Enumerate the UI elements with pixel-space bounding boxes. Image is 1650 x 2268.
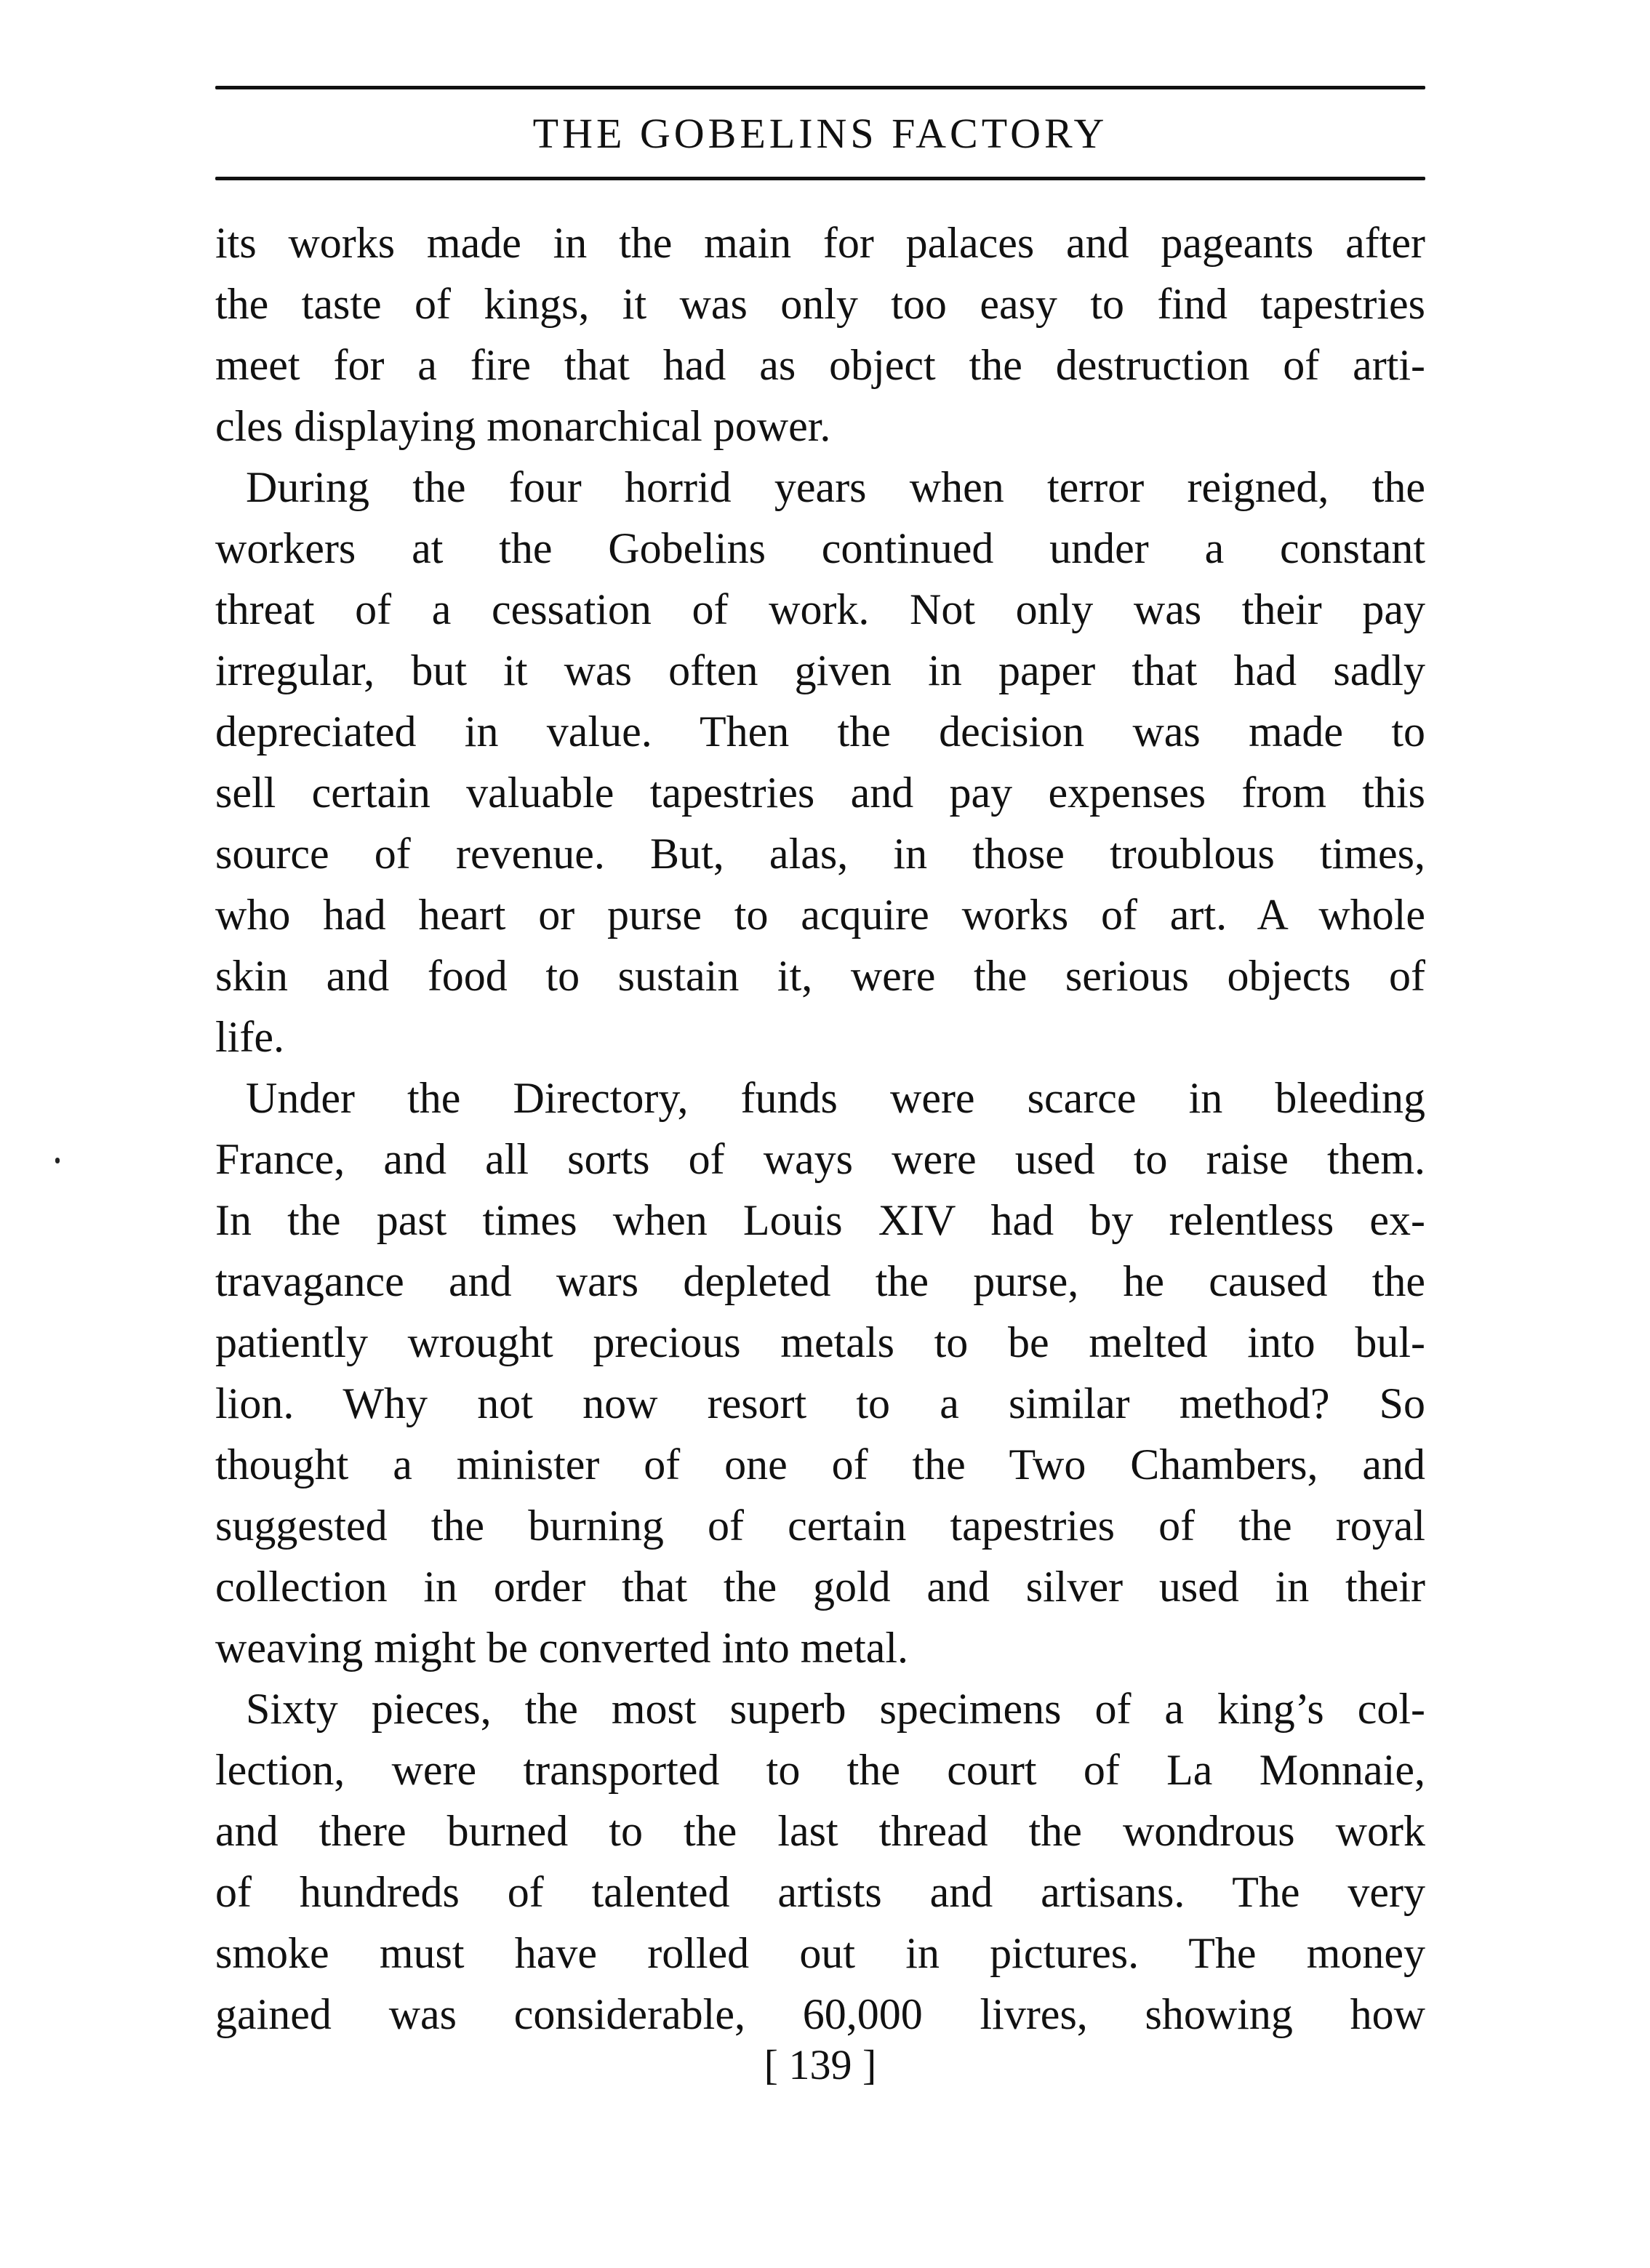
text-line: meet for a fire that had as object the destruction of arti-: [215, 341, 1425, 389]
text-line: France, and all sorts of ways were used to raise them.: [215, 1135, 1425, 1183]
text-line: smoke must have rolled out in pictures. The money: [215, 1929, 1425, 1977]
running-title: THE GOBELINS FACTORY: [532, 110, 1108, 157]
text-line: skin and food to sustain it, were the serious objects of: [215, 952, 1425, 1000]
text-line: and there burned to the last thread the wondrous work: [215, 1807, 1425, 1855]
paragraph: [215, 457, 1425, 1067]
text-line: weaving might be converted into metal.: [215, 1624, 909, 1672]
text-line: In the past times when Louis XIV had by relentless ex-: [215, 1196, 1425, 1244]
text-line: lion. Why not now resort to a similar method? So: [215, 1379, 1425, 1427]
text-line: the taste of kings, it was only too easy to find tapestries: [215, 280, 1425, 328]
text-line: cles displaying monarchical power.: [215, 402, 831, 450]
page-number: [ 139 ]: [764, 2041, 877, 2088]
body-text: [215, 212, 1425, 2045]
text-line: workers at the Gobelins continued under a constant: [215, 524, 1425, 572]
text-line: Sixty pieces, the most superb specimens of a king’s col-: [246, 1685, 1425, 1733]
text-line: threat of a cessation of work. Not only was their pay: [215, 585, 1425, 633]
text-line: gained was considerable, 60,000 livres, showing how: [215, 1990, 1425, 2038]
header-rule-top: [215, 86, 1425, 89]
paragraph: [215, 1678, 1425, 2045]
text-line: source of revenue. But, alas, in those troublous times,: [215, 830, 1425, 878]
text-line: suggested the burning of certain tapestries of the royal: [215, 1502, 1425, 1550]
text-line: irregular, but it was often given in paper that had sadly: [215, 646, 1425, 694]
paragraph: [215, 1067, 1425, 1678]
text-line: depreciated in value. Then the decision was made to: [215, 708, 1425, 756]
text-line: its works made in the main for palaces and pageants after: [215, 219, 1425, 267]
text-line: During the four horrid years when terror reigned, the: [246, 463, 1425, 511]
book-page: [215, 0, 1425, 2268]
text-line: lection, were transported to the court of La Monnaie,: [215, 1746, 1425, 1794]
text-line: patiently wrought precious metals to be melted into bul-: [215, 1318, 1425, 1366]
text-line: Under the Directory, funds were scarce in bleeding: [246, 1074, 1425, 1122]
paragraph: [215, 212, 1425, 457]
text-line: travagance and wars depleted the purse, he caused the: [215, 1257, 1425, 1305]
text-line: of hundreds of talented artists and artisans. The very: [215, 1868, 1425, 1916]
text-line: collection in order that the gold and silver used in their: [215, 1563, 1425, 1611]
text-line: who had heart or purse to acquire works of art. A whole: [215, 891, 1425, 939]
text-line: thought a minister of one of the Two Chambers, and: [215, 1440, 1425, 1488]
header-rule-bottom: [215, 177, 1425, 180]
text-line: sell certain valuable tapestries and pay expenses from this: [215, 769, 1425, 817]
text-line: life.: [215, 1013, 284, 1061]
stray-ink-mark: [55, 1158, 60, 1163]
